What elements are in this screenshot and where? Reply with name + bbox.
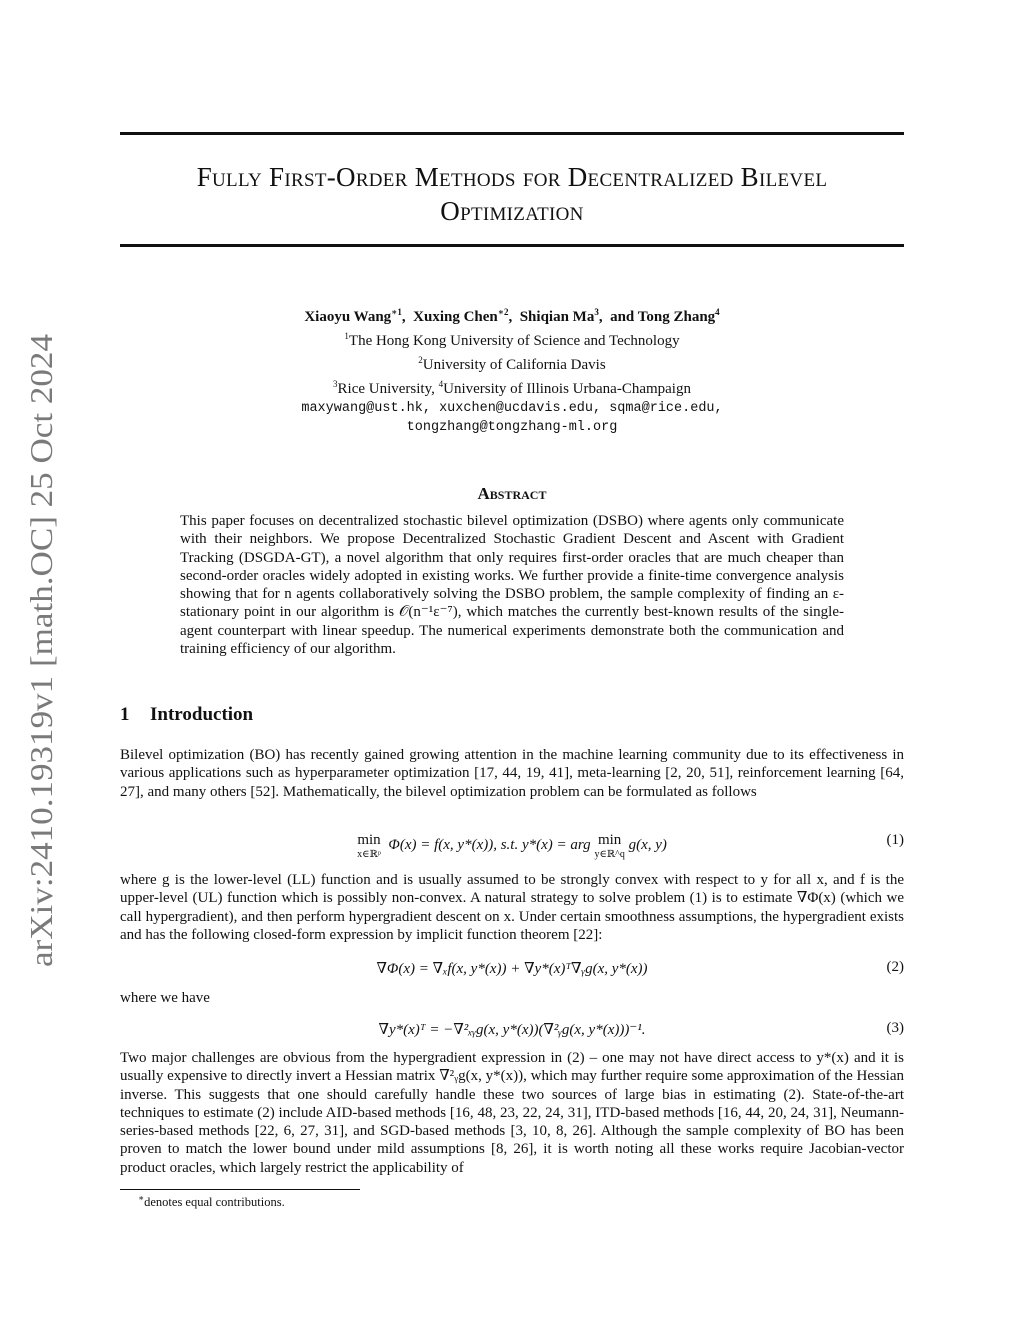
eq3-body: ∇y*(x)ᵀ = −∇²ₓᵧg(x, y*(x))(∇²ᵧg(x, y*(x)))⁻¹.	[378, 1022, 646, 1038]
eq1-tail: g(x, y)	[628, 837, 667, 853]
intro-paragraph-4: Two major challenges are obvious from the hypergradient expression in (2) – one may not have direct access to y*(x) and it is usually expensive to directly invert a Hessian matrix ∇²ᵧg(x, y*(x)), which may further require some approximation of the Hessian inverse. This suggests that one should carefully handle these two sources of large bias in estimating (2). State-of-the-art techniques to estimate (2) include AID-based methods [16, 48, 23, 22, 24, 31], ITD-based methods [16, 44, 20, 24, 31], Neumann-series-based methods [22, 6, 27, 31], and SGD-based methods [3, 10, 8, 26]. Although the sample complexity of BO has been proven to match the lower bound under mild assumptions [8, 26], it is worth noting all these works require Jacobian-vector product oracles, which largely restrict the applicability of	[120, 1050, 904, 1176]
eq2-body: ∇Φ(x) = ∇ₓf(x, y*(x)) + ∇y*(x)ᵀ∇ᵧg(x, y*(x))	[376, 961, 648, 977]
author-emails-line-1[interactable]: maxywang@ust.hk, xuxchen@ucdavis.edu, sqma@rice.edu,	[301, 401, 723, 416]
eq1-min-operator: min x∈ℝᵖ	[357, 832, 381, 860]
eq1-body: Φ(x) = f(x, y*(x)), s.t. y*(x) = arg	[388, 837, 591, 853]
equation-3-number: (3)	[886, 1020, 904, 1036]
footnote-equal-contribution: ∗denotes equal contributions.	[138, 1193, 285, 1210]
author-name: Xuxing Chen	[413, 309, 498, 325]
title-line-2: Optimization	[440, 196, 584, 226]
intro-paragraph-3: where we have	[120, 990, 210, 1006]
author-mark: 3	[594, 307, 599, 317]
affiliation-1: $^1$The Hong Kong University of Science and Technology	[344, 331, 680, 349]
author-mark: 4	[715, 307, 720, 317]
affiliation-3-4: $^3$Rice University, $^4$University of Illinois Urbana-Champaign	[333, 379, 691, 397]
title-line-1: Fully First-Order Methods for Decentralized Bilevel	[196, 162, 828, 192]
author-emails-line-2[interactable]: tongzhang@tongzhang-ml.org	[406, 420, 618, 435]
arxiv-identifier-stamp	[20, 330, 60, 970]
section-title: Introduction	[150, 704, 254, 725]
section-number: 1	[120, 704, 130, 725]
title-rule-top	[120, 132, 904, 135]
title-rule-bottom	[120, 244, 904, 247]
equation-1-number: (1)	[886, 832, 904, 848]
footnote-rule	[120, 1189, 360, 1190]
author-name: Shiqian Ma	[519, 309, 595, 325]
author-mark: ∗2	[497, 307, 509, 317]
intro-paragraph-1: Bilevel optimization (BO) has recently gained growing attention in the machine learning community due to its effectiveness in various applications such as hyperparameter optimization [17, 44, 19, 41], meta-learning [2, 20, 51], reinforcement learning [64, 27], and many others [52]. Mathematically, the bilevel optimization problem can be formulated as follows	[120, 747, 904, 800]
author-mark: ∗1	[391, 307, 402, 317]
author-names: Xiaoyu Wang$^{∗1}$, Xuxing Chen$^{∗2}$, Shiqian Ma$^3$, and Tong Zhang$^4$	[304, 307, 720, 325]
eq1-argmin-operator: min y∈ℝ^q	[594, 832, 625, 860]
equation-2-number: (2)	[886, 959, 904, 975]
author-name: and Tong Zhang	[610, 309, 716, 325]
affiliation-2: $^2$University of California Davis	[418, 355, 606, 373]
paper-title	[120, 160, 904, 228]
author-name: Xiaoyu Wang	[304, 309, 392, 325]
author-block	[120, 303, 904, 437]
intro-paragraph-2: where g is the lower-level (LL) function and is usually assumed to be strongly convex with respect to y for all x, and f is the upper-level (UL) function which is possibly non-convex. A natural strategy to solve problem (1) is to estimate ∇Φ(x) (which we call hypergradient), and then perform hypergradient descent on x. Under certain smoothness assumptions, the hypergradient exists and has the following closed-form expression by implicit function theorem [22]:	[120, 872, 904, 943]
section-heading-introduction	[120, 704, 253, 726]
abstract-text: This paper focuses on decentralized stochastic bilevel optimization (DSBO) where agents only communicate with their neighbors. We propose Decentralized Stochastic Gradient Descent and Ascent with Gradient Tracking (DSGDA-GT), a novel algorithm that only requires first-order oracles that are much cheaper than second-order oracles widely adopted in existing works. We further provide a finite-time convergence analysis showing that for n agents collaboratively solving the DSBO problem, the sample complexity of finding an ε-stationary point in our algorithm is 𝒪(n⁻¹ε⁻⁷), which matches the currently best-known results of the single-agent counterpart with linear speedup. The numerical experiments demonstrate both the communication and training efficiency of our algorithm.	[180, 513, 844, 658]
arxiv-identifier-text: arXiv:2410.19319v1 [math.OC] 25 Oct 2024	[24, 398, 59, 967]
abstract-heading: Abstract	[477, 484, 547, 503]
